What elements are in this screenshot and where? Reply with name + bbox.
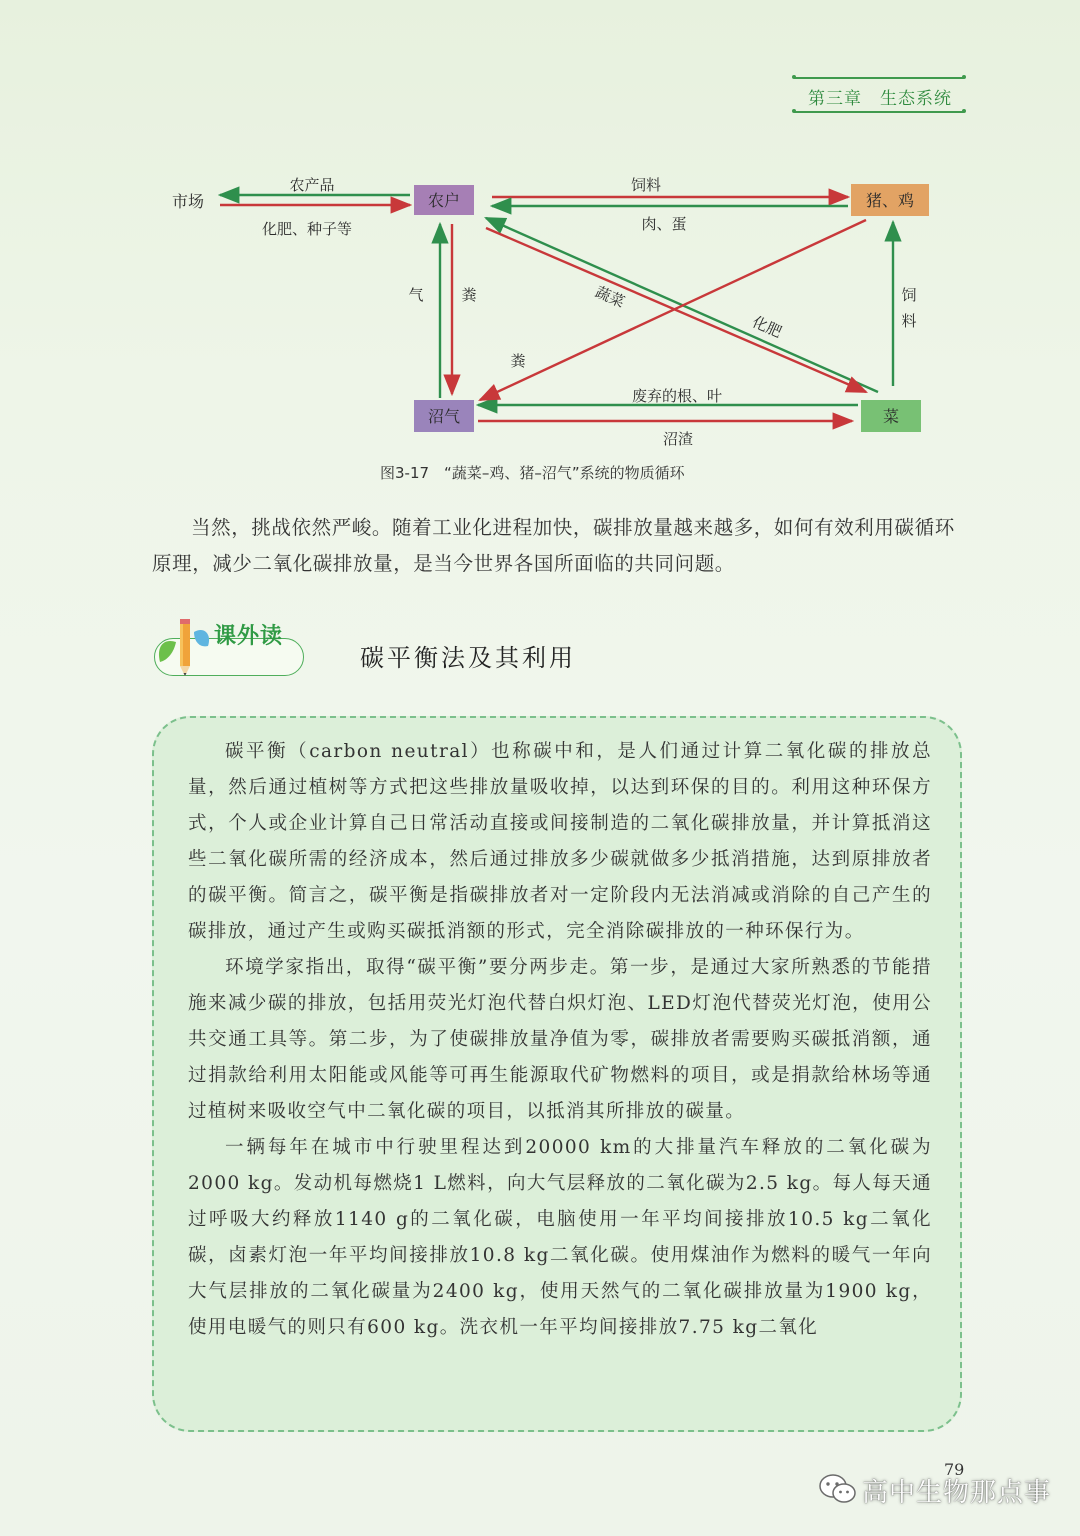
label-shucai: 蔬菜 <box>592 282 628 312</box>
label-feiqi: 废弃的根、叶 <box>631 387 723 405</box>
reading-header <box>150 616 970 686</box>
node-shichang-label: 市场 <box>172 192 205 211</box>
arrow-fen-diag <box>480 220 866 400</box>
label-siliao-right-1: 饲 <box>901 286 917 304</box>
label-fen-diag: 粪 <box>510 352 526 370</box>
label-fen-left: 粪 <box>461 286 477 304</box>
pencil-sprout-icon <box>150 616 220 680</box>
reading-box <box>152 716 962 1432</box>
header-dot <box>792 109 796 113</box>
header-dot <box>962 109 966 113</box>
body-paragraph-text: 当然，挑战依然严峻。随着工业化进程加快，碳排放量越来越多，如何有效利用碳循环原理，减少二氧化碳排放量，是当今世界各国所面临的共同问题。 <box>152 516 955 575</box>
reading-text <box>188 734 932 1346</box>
node-zhaoqi-label: 沼气 <box>427 407 461 426</box>
label-siliao-top: 饲料 <box>630 176 662 194</box>
header-rule-bottom <box>794 111 964 113</box>
header-dot <box>792 75 796 79</box>
body-paragraph <box>152 510 972 582</box>
header-rule-top <box>794 77 964 79</box>
reading-paragraph: 碳平衡（carbon neutral）也称碳中和，是人们通过计算二氧化碳的排放总量，然后通过植树等方式把这些排放量吸收掉，以达到环保的目的。利用这种环保方式，个人或企业计算自己日常活动直接或间接制造的二氧化碳排放量，并计算抵消这些二氧化碳所需的经济成本，然后通过排放多少碳就做多少抵消措施，达到原排放者的碳平衡。简言之，碳平衡是指碳排放者对一定阶段内无法消减或消除的自己产生的碳排放，通过产生或购买碳抵消额的形式，完全消除碳排放的一种环保行为。 <box>188 741 932 942</box>
header-dot <box>962 75 966 79</box>
label-qi: 气 <box>408 286 424 304</box>
label-huafei-zhongzi: 化肥、种子等 <box>261 220 353 238</box>
wechat-icon <box>818 1472 858 1506</box>
node-cai-label: 菜 <box>882 407 900 426</box>
label-huafei: 化肥 <box>749 312 785 342</box>
label-siliao-right-2: 料 <box>901 312 917 330</box>
watermark-text: 高中生物那点事 <box>862 1478 1052 1508</box>
arrow-huafei <box>486 228 866 392</box>
cycle-diagram <box>0 160 1080 460</box>
reading-title: 碳平衡法及其利用 <box>360 644 576 672</box>
label-zhazha: 沼渣 <box>662 430 694 448</box>
label-nongchanpin: 农产品 <box>289 176 335 194</box>
label-rou-dan: 肉、蛋 <box>641 215 687 233</box>
node-zhuji-label: 猪、鸡 <box>865 191 915 210</box>
reading-paragraph: 环境学家指出，取得“碳平衡”要分两步走。第一步，是通过大家所熟悉的节能措施来减少碳的排放，包括用荧光灯泡代替白炽灯泡、LED灯泡代替荧光灯泡，使用公共交通工具等。第二步，为了使碳排放量净值为零，碳排放者需要购买碳抵消额，通过捐款给利用太阳能或风能等可再生能源取代矿物燃料的项目，或是捐款给林场等通过植树来吸收空气中二氧化碳的项目，以抵消其所排放的碳量。 <box>188 957 932 1122</box>
page-number: 79 <box>944 1460 965 1479</box>
figure-caption: 图3-17 “蔬菜–鸡、猪–沼气”系统的物质循环 <box>380 464 685 482</box>
reading-paragraph: 一辆每年在城市中行驶里程达到20000 km的大排量汽车释放的二氧化碳为2000 kg。发动机每燃烧1 L燃料，向大气层释放的二氧化碳为2.5 kg。每人每天通过呼吸大约释放1140 g的二氧化碳，电脑使用一年平均间接排放10.5 kg二氧化碳，卤素灯泡一年平均间接排放10.8 kg二氧化碳。使用煤油作为燃料的暖气一年向大气层排放的二氧化碳量为2400 kg，使用天然气的二氧化碳排放量为1900 kg，使用电暖气的则只有600 kg。洗衣机一年平均间接排放7.75 kg二氧化 <box>188 1137 932 1338</box>
node-nonghu-label: 农户 <box>427 191 461 210</box>
chapter-header: 第三章 生态系统 <box>808 89 952 109</box>
reading-badge-label: 课外读 <box>214 624 284 649</box>
